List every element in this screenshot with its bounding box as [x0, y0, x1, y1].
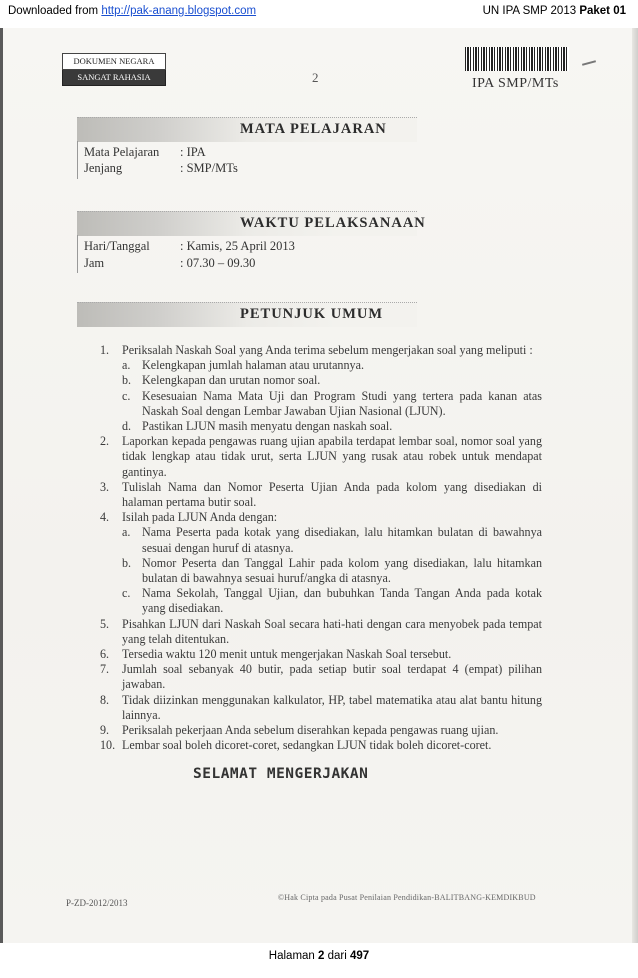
item-text: Isilah pada LJUN Anda dengan:: [122, 510, 278, 525]
item-text: Periksalah pekerjaan Anda sebelum diserahkan kepada pengawas ruang ujian.: [122, 723, 499, 738]
page-footer-middle: dari: [324, 950, 350, 962]
list-item: [100, 693, 542, 723]
item-text: Jumlah soal sebanyak 40 butir, pada setiap butir soal terdapat 4 (empat) pilihan jawaban.: [122, 662, 542, 692]
item-number: 3.: [100, 479, 110, 494]
sub-number: d.: [122, 419, 132, 434]
info-value: : IPA: [180, 145, 206, 159]
item-number: 7.: [100, 662, 110, 677]
list-item: [100, 343, 542, 434]
section-title: MATA PELAJARAN: [240, 121, 387, 137]
sub-text: Nama Sekolah, Tanggal Ujian, dan bubuhkan Tanda Tangan Anda pada kotak yang disediakan.: [142, 586, 542, 616]
info-value: : Kamis, 25 April 2013: [180, 239, 295, 253]
list-item: [100, 617, 542, 647]
stamp-sangat-rahasia: SANGAT RAHASIA: [62, 70, 166, 86]
item-text: Tidak diizinkan menggunakan kalkulator, HP, tabel matematika atau alat bantu hitung lainnya.: [122, 692, 542, 722]
page-current: 2: [318, 950, 325, 962]
list-item: [100, 510, 542, 616]
sub-item: [122, 586, 542, 616]
info-label: Jam: [84, 256, 105, 270]
page-number: 2: [312, 70, 319, 85]
download-header: [0, 0, 638, 22]
instruction-list: [100, 343, 542, 753]
page-footer-prefix: Halaman: [268, 950, 319, 962]
sub-text: Pastikan LJUN masih menyatu dengan naskah soal.: [142, 419, 393, 434]
item-number: 1.: [100, 343, 110, 357]
sub-item: [122, 556, 542, 586]
item-number: 6.: [100, 647, 110, 662]
sub-text: Nama Peserta pada kotak yang disediakan, lalu hitamkan bulatan di bawahnya sesuai dengan huruf di atasnya.: [142, 525, 542, 555]
closing-message: SELAMAT MENGERJAKAN: [193, 766, 369, 782]
list-item: [100, 434, 542, 480]
sub-number: b.: [122, 555, 132, 570]
info-label: Mata Pelajaran: [84, 145, 160, 159]
section-header-waktu-pelaksanaan: [77, 211, 426, 236]
info-label: Jenjang: [84, 161, 123, 175]
list-item: [100, 723, 542, 738]
item-text: Tulislah Nama dan Nomor Peserta Ujian Anda pada kolom yang disediakan di halaman pertama butir soal.: [122, 479, 542, 510]
page-total: 497: [350, 950, 370, 962]
section-title: PETUNJUK UMUM: [240, 306, 384, 322]
download-prefix: Downloaded from: [8, 5, 102, 17]
sub-text: Nomor Peserta dan Tanggal Lahir pada kolom yang disediakan, lalu hitamkan bulatan di bawahnya sesuai huruf/angka di atasnya.: [142, 555, 542, 586]
classification-stamp: [62, 53, 166, 86]
info-value: : SMP/MTs: [180, 161, 238, 175]
list-item: [100, 662, 542, 692]
section-rule: [77, 141, 78, 179]
exam-label-text: UN IPA SMP 2013: [482, 5, 580, 17]
item-text: Periksalah Naskah Soal yang Anda terima sebelum mengerjakan soal yang meliputi :: [122, 343, 533, 357]
item-number: 10.: [100, 738, 116, 753]
info-value: : 07.30 – 09.30: [180, 256, 256, 270]
subject-code: IPA SMP/MTs: [472, 76, 559, 91]
sub-item: [122, 419, 542, 434]
sub-number: b.: [122, 373, 132, 388]
barcode-icon: [465, 47, 569, 71]
document-code: P-ZD-2012/2013: [66, 898, 128, 908]
exam-package: Paket 01: [579, 5, 626, 17]
section-header-mata-pelajaran: [77, 117, 417, 142]
sub-text: Kelengkapan dan urutan nomor soal.: [142, 373, 321, 388]
sub-item: [122, 525, 542, 555]
copyright-note: ©Hak Cipta pada Pusat Penilaian Pendidikan-BALITBANG-KEMDIKBUD: [278, 893, 536, 902]
item-number: 5.: [100, 616, 110, 631]
download-source: [8, 5, 256, 17]
exam-label: [483, 5, 626, 17]
item-number: 2.: [100, 434, 110, 449]
page-right-edge: [632, 28, 638, 943]
section-rule: [77, 235, 78, 273]
item-text: Tersedia waktu 120 menit untuk mengerjakan Naskah Soal tersebut.: [122, 647, 452, 662]
section-header-petunjuk-umum: [77, 302, 417, 327]
item-number: 8.: [100, 692, 110, 707]
source-link[interactable]: http://pak-anang.blogspot.com: [101, 5, 257, 17]
section-title: WAKTU PELAKSANAAN: [240, 215, 426, 231]
item-number: 4.: [100, 510, 110, 525]
item-number: 9.: [100, 723, 110, 738]
sub-number: a.: [122, 358, 131, 373]
item-text: Laporkan kepada pengawas ruang ujian apabila terdapat lembar soal, nomor soal yang tidak lengkap atau tidak urut, serta LJUN yang rusak atau robek untuk mendapat gantinya.: [122, 434, 542, 479]
sub-number: c.: [122, 586, 131, 601]
item-text: Pisahkan LJUN dari Naskah Soal secara hati-hati dengan cara menyobek pada tempat yang telah ditentukan.: [122, 616, 542, 646]
sub-text: Kelengkapan jumlah halaman atau urutannya.: [142, 358, 364, 373]
sub-item: [122, 358, 542, 373]
sub-number: c.: [122, 388, 131, 403]
info-label: Hari/Tanggal: [84, 239, 150, 253]
list-item: [100, 647, 542, 662]
sub-item: [122, 389, 542, 419]
sub-item: [122, 373, 542, 388]
list-item: [100, 738, 542, 753]
sub-text: Kesesuaian Nama Mata Uji dan Program Studi yang tertera pada kanan atas Naskah Soal dengan Lembar Jawaban Ujian Nasional (LJUN).: [142, 388, 542, 418]
item-text: Lembar soal boleh dicoret-coret, sedangkan LJUN tidak boleh dicoret-coret.: [122, 738, 492, 753]
page-left-edge: [0, 28, 3, 943]
stamp-dokumen-negara: DOKUMEN NEGARA: [62, 53, 166, 70]
list-item: [100, 480, 542, 510]
sub-number: a.: [122, 525, 131, 540]
page-footer: [0, 950, 638, 962]
